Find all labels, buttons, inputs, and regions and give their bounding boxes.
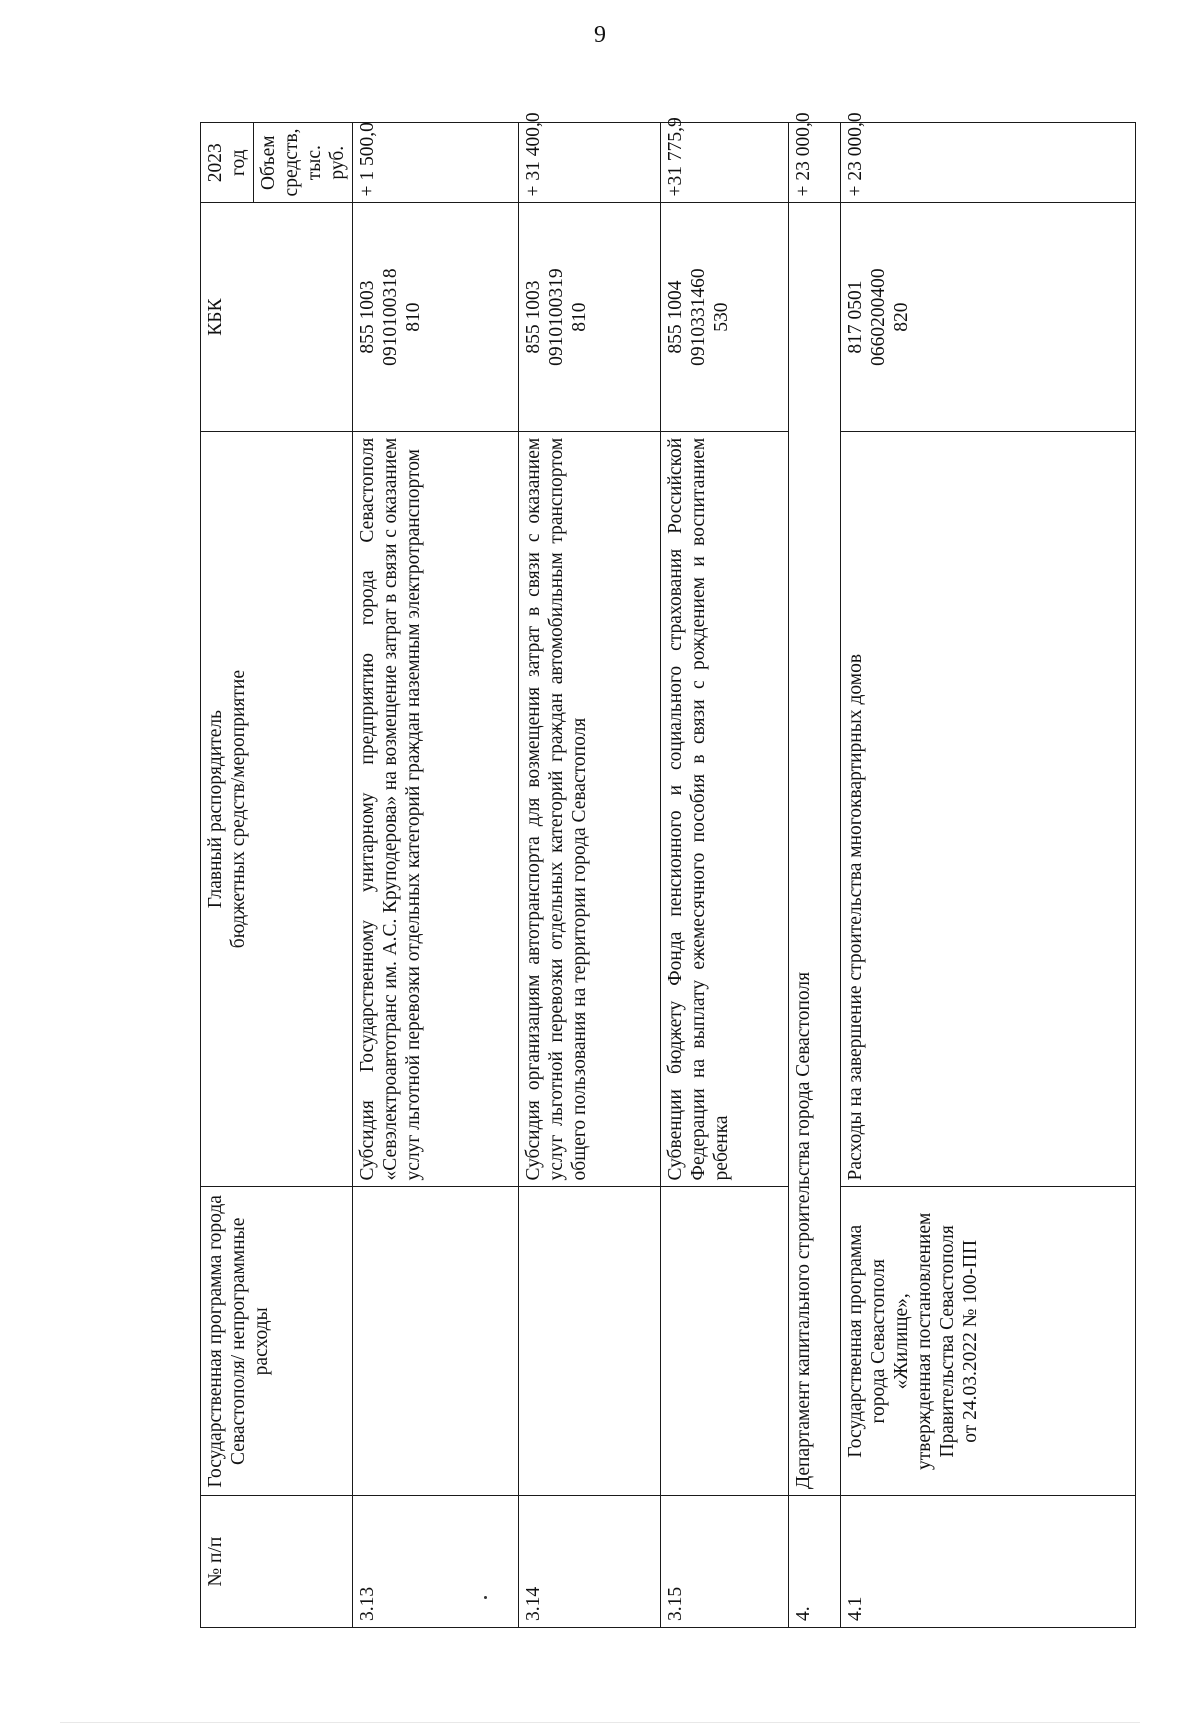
row-num: 3.15: [661, 1496, 789, 1628]
row-amount: + 1 500,0: [353, 123, 519, 203]
header-distributor-line1: Главный распорядитель: [205, 709, 226, 909]
header-volume: [254, 123, 353, 203]
row-program: [353, 1187, 519, 1496]
row-num: 4.1: [841, 1496, 1136, 1628]
section-title: Департамент капитального строительства города Севастополя: [789, 203, 841, 1496]
scan-edge-line: [60, 1722, 1140, 1723]
row-program-line6: от 24.03.2022 № 100-ПП: [960, 1239, 981, 1443]
row-program: [519, 1187, 661, 1496]
header-distributor: [201, 431, 353, 1187]
table-row-3-15: [661, 123, 789, 1628]
table-row-section-4: [789, 123, 841, 1628]
scan-speck: [484, 1596, 487, 1599]
row-kbk-line3: 810: [569, 302, 590, 332]
header-kbk: КБК: [201, 203, 353, 431]
row-kbk-line1: 855 1004: [665, 280, 686, 354]
row-program: [841, 1187, 1136, 1496]
row-description: Субсидия Государственному унитарному предприятию города Севастополя «Севэлектроавтотранс им. А.С. Круподерова» на возмещение затрат в связи с оказанием услуг льготной перевозки отдельных категорий граждан наземным электротранспортом: [353, 431, 519, 1187]
page-number: 9: [594, 22, 606, 48]
row-program-line5: Правительства Севастополя: [937, 1225, 958, 1458]
row-description: Субсидия организациям автотранспорта для возмещения затрат в связи с оказанием услуг льготной перевозки отдельных категорий граждан автомобильным транспортом общего пользования на территории города Севастополя: [519, 431, 661, 1187]
row-program-line1: Государственная программа: [845, 1224, 866, 1458]
header-year: 2023 год: [201, 123, 254, 203]
row-kbk: [661, 203, 789, 431]
row-kbk-line3: 530: [711, 302, 732, 332]
section-amount: + 23 000,0: [789, 123, 841, 203]
header-row-1: [201, 123, 254, 1628]
row-kbk-line3: 820: [891, 302, 912, 332]
row-kbk: [353, 203, 519, 431]
header-volume-line2: средств,: [281, 128, 302, 197]
row-num: 3.13: [353, 1496, 519, 1628]
row-program-line4: утвержденная постановлением: [914, 1212, 935, 1470]
row-amount: +31 775,9: [661, 123, 789, 203]
row-kbk-line3: 810: [403, 302, 424, 332]
row-description: Расходы на завершение строительства многоквартирных домов: [841, 431, 1136, 1187]
row-program: [661, 1187, 789, 1496]
table-row-3-14: [519, 123, 661, 1628]
row-kbk-line2: 0910100319: [546, 268, 567, 366]
header-volume-line1: Объем: [258, 135, 279, 191]
row-num: 3.14: [519, 1496, 661, 1628]
row-kbk-line2: 0910331460: [688, 268, 709, 366]
header-volume-line3: тыс. руб.: [304, 145, 348, 181]
header-program: Государственная программа города Севастополя/ непрограммные расходы: [201, 1187, 353, 1496]
row-kbk-line1: 855 1003: [357, 280, 378, 354]
row-program-line2: города Севастополя: [868, 1259, 889, 1424]
row-kbk: [841, 203, 1136, 431]
section-num: 4.: [789, 1496, 841, 1628]
row-kbk-line2: 0910100318: [380, 268, 401, 366]
row-kbk: [519, 203, 661, 431]
row-program-line3: «Жилище»,: [891, 1293, 912, 1390]
row-amount: + 31 400,0: [519, 123, 661, 203]
rotated-table-wrapper: [200, 112, 1136, 1628]
budget-table: [200, 112, 1136, 1628]
row-kbk-line1: 817 0501: [845, 280, 866, 354]
header-distributor-line2: бюджетных средств/мероприятие: [228, 670, 249, 949]
table-row-3-13: [353, 123, 519, 1628]
row-description: Субвенции бюджету Фонда пенсионного и социального страхования Российской Федерации на выплату ежемесячного пособия в связи с рождением и воспитанием ребенка: [661, 431, 789, 1187]
table-row-4-1: [841, 123, 1136, 1628]
header-num: № п/п: [201, 1496, 353, 1628]
row-amount: + 23 000,0: [841, 123, 1136, 203]
row-kbk-line1: 855 1003: [523, 280, 544, 354]
row-kbk-line2: 0660200400: [868, 268, 889, 366]
